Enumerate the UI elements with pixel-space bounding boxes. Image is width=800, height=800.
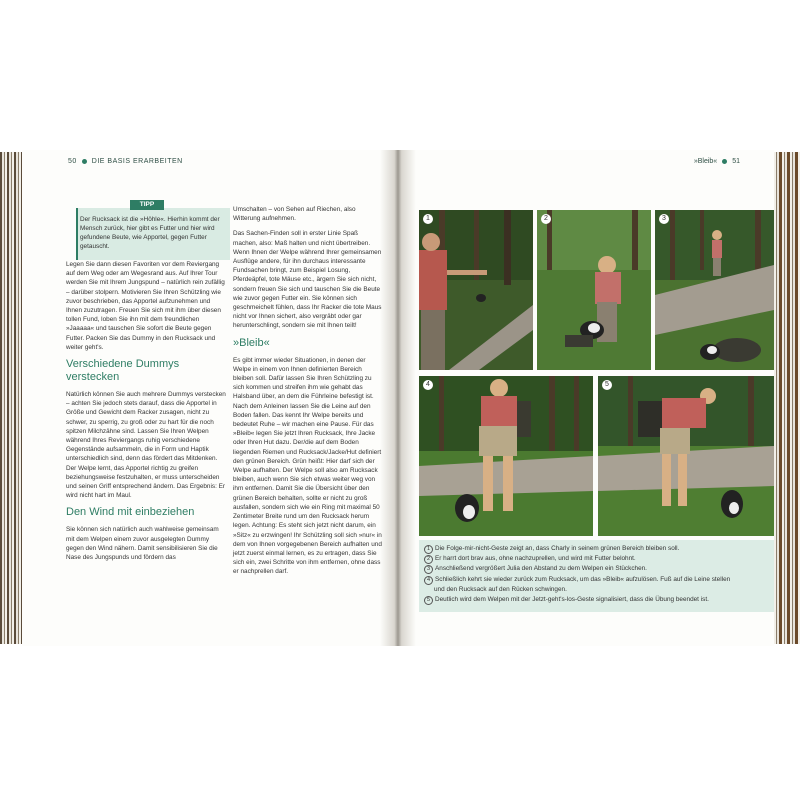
section-heading: »Bleib« [233, 336, 270, 349]
photo-captions [424, 544, 769, 605]
photo-number: 1 [423, 214, 433, 224]
caption-line [424, 585, 769, 595]
caption-text: Deutlich wird dem Welpen mit der Jetzt-geht's-los-Geste signalisiert, dass die Übung beendet ist. [435, 596, 709, 604]
paragraph: Sie können sich natürlich auch wahlweise gemeinsam mit dem Welpen einem zuvor ausgelegten Dummy gegen den Wind nähern. Damit sensibilisieren Sie die Nase des Jungspunds und fördern das [66, 526, 219, 562]
caption-line [424, 564, 769, 574]
book-edge-left [0, 152, 22, 644]
paragraph: Umschalten – von Sehen auf Riechen, also Witterung aufnehmen. [233, 206, 356, 223]
left-column [66, 260, 226, 568]
caption-text: Die Folge-mir-nicht-Geste zeigt an, dass Charly in seinem grünen Bereich bleiben soll. [435, 545, 680, 552]
caption-line [424, 595, 769, 605]
photo-number: 3 [659, 214, 669, 224]
photo-1 [419, 210, 533, 370]
photo-number: 2 [541, 214, 551, 224]
caption-number: 5 [424, 596, 433, 605]
header-dot-icon [722, 159, 727, 164]
caption-text: Er harrt dort brav aus, ohne nachzuprellen, und wird mit Futter belohnt. [435, 555, 636, 563]
caption-line [424, 575, 769, 585]
photo-number: 4 [423, 380, 433, 390]
paragraph: Es gibt immer wieder Situationen, in denen der Welpe in einem von Ihnen definierten Bereich bleiben soll. Dafür lassen Sie Ihren Schützling zu sich kommen und streifen ihm wie gehabt das Halsband über, an dem die Führleine befestigt ist. Nach dem Anleinen lassen Sie die Leine auf den Boden fallen. Das kennt Ihr Welpe bereits und bedeutet Ruhe – wir machen eine Pause. Für das »Bleib« legen Sie jetzt Ihren Rucksack, Ihre Jacke oder Ihren Hut dazu. Der/die auf dem Boden liegenden Riemen und Rucksack/Jacke/Hut definiert den grünen Bereich. Grün heißt: Hier darf sich der Welpe aufhalten. Der Welpe soll also am Rucksack bleiben, auch wenn Sie sich etwas weiter weg von ihm entfernen. Damit Sie die Übersicht über den grünen Bereich behalten, sollte er nicht zu groß ausfallen, sondern sich wie ein Ring mit maximal 50 Zentimeter Breite rund um den Rucksack herum legen. Achtung: Es steht sich jetzt nicht darum, ein »Sitz« zu erzwingen! Ihr Schützling soll sich »nur« in dem von Ihnen vorgegebenen Bereich aufhalten und jetzt zuerst einmal lernen, es zu ertragen, dass Sie sich ein, zwei Schritte von ihm entfernen, ohne dass er nachprellen darf. [233, 356, 382, 576]
caption-text: Anschließend vergrößert Julia den Abstand zu dem Welpen ein Stückchen. [435, 565, 647, 573]
caption-number: 4 [424, 576, 433, 585]
caption-number: 3 [424, 565, 433, 574]
right-section-title: »Bleib« [693, 158, 718, 165]
left-page-number: 50 [68, 158, 77, 165]
section-heading: Verschiedene Dummys verstecken [66, 358, 180, 384]
paragraph: Legen Sie dann diesen Favoriten vor dem Reviergang auf dem Weg oder am Wegesrand aus. Auf Ihrer Tour werden Sie mit Ihrem Jungspund – natürlich rein zufällig – darüber stolpern. Motivieren Sie Ihren Schützling wie zuvor beschrieben, das Apportel aufzunehmen und Ihnen zuzutragen. Freuen Sie sich mit ihm über diesen tollen Fund, loben Sie ihn mit dem freundlichen »Jaaaaa« und tauschen Sie sofort die Beute gegen Futter. Packen Sie das Dummy in den Rucksack und weiter geht's. [66, 261, 225, 351]
caption-text: Schließlich kehrt sie wieder zurück zum Rucksack, um das »Bleib« aufzulösen. Fuß auf die Leine stellen [435, 575, 731, 583]
photo-2 [537, 210, 651, 370]
book-edge-right [774, 152, 800, 644]
photo-5 [598, 376, 774, 536]
tip-label: TIPP [130, 200, 164, 210]
photo-number: 5 [602, 380, 612, 390]
tip-text: Der Rucksack ist die »Höhle«. Hierhin kommt der Mensch zurück, hier gibt es Futter und hier wird gefundene Beute, wie Apportel, gegen Futter getauscht. [80, 216, 220, 250]
middle-column [233, 205, 383, 583]
book-gutter [380, 150, 416, 646]
caption-number: 2 [424, 555, 433, 564]
caption-number: 1 [424, 545, 433, 554]
caption-line [424, 544, 769, 554]
caption-line [424, 554, 769, 564]
caption-text: und den Rucksack auf den Rücken schwingen. [434, 585, 567, 593]
section-heading: Den Wind mit einbeziehen [66, 506, 195, 519]
header-dot-icon [82, 159, 87, 164]
paragraph: Das Sachen-Finden soll in erster Linie Spaß machen, also: Maß halten und nicht übertreiben. Wenn Ihnen der Welpe während Ihrer gemeinsamen Ausflüge andere, für ihn durchaus interessante Fundsachen bringt, zum Beispiel Losung, Pferdeäpfel, tote Mäuse etc., ärgern Sie sich nicht, sondern freuen Sie sich und tauschen Sie die Beute wie zuvor gegen Futter ein. Sie können sich geschmeichelt fühlen, dass Ihr Racker die tote Maus nicht vor Ihnen sichert, also vergräbt oder gar herunterschlingt, sondern sie mit Ihnen teilt! [233, 230, 382, 330]
right-page-number: 51 [732, 158, 740, 165]
right-page-header [694, 158, 740, 165]
left-section-title: DIE BASIS ERARBEITEN [91, 158, 183, 165]
photo-3 [655, 210, 774, 370]
paragraph: Natürlich können Sie auch mehrere Dummys verstecken – achten Sie jedoch stets darauf, dass die Apportel in Größe und Gewicht dem Racker zusagen, nicht zu schwer, zu sperrig, zu groß oder zu hart für die noch spitzen Milchzähne sind. Lassen Sie Ihren Welpen während Ihres Reviergangs ruhig verschiedene Gegenstände aufsammeln, die in Form und Haptik unterschiedlich sind, denn das fördert das Mitdenken. Der Welpe lernt, das Apportel richtig zu greifen beziehungsweise festzuhalten, er muss unterscheiden und seinen Griff entsprechend ändern. Das Ergebnis: Er wird nicht hart im Maul. [66, 391, 226, 500]
left-page-header [68, 158, 183, 165]
photo-4 [419, 376, 593, 536]
